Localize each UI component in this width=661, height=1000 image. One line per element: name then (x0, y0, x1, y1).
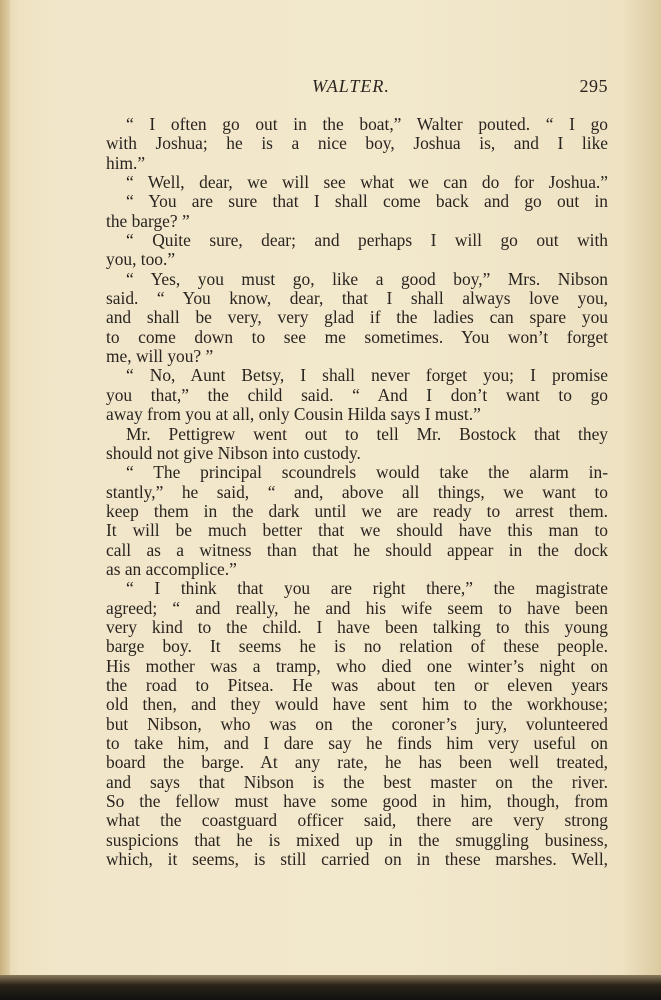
text-line: what the coastguard officer said, there are very strong (106, 811, 608, 831)
text-line: with Joshua; he is a nice boy, Joshua is, and I like (106, 134, 608, 154)
text-line: agreed; “ and really, he and his wife seem to have been (106, 598, 608, 618)
text-line: the barge? ” (106, 211, 190, 231)
body-text (106, 115, 608, 869)
text-line: “ Quite sure, dear; and perhaps I will go out with (126, 231, 608, 251)
text-line: “ I think that you are right there,” the magistrate (126, 579, 608, 599)
text-line: call as a witness than that he should appear in the dock (106, 540, 608, 560)
text-line: you that,” the child said. “ And I don’t want to go (106, 385, 608, 405)
text-line: the road to Pitsea. He was about ten or eleven years (106, 675, 608, 695)
text-line: as an accomplice.” (106, 559, 237, 579)
text-line: “ The principal scoundrels would take the alarm in- (126, 463, 608, 483)
text-line: old then, and they would have sent him to the workhouse; (106, 695, 608, 715)
page-gutter-edge (0, 0, 10, 1000)
text-line: me, will you? ” (106, 347, 214, 367)
text-line: and says that Nibson is the best master on the river. (106, 772, 608, 792)
page-number: 295 (579, 76, 608, 96)
text-line: “ Yes, you must go, like a good boy,” Mrs. Nibson (126, 269, 608, 289)
text-line: Mr. Pettigrew went out to tell Mr. Bostock that they (126, 424, 608, 444)
text-line: said. “ You know, dear, that I shall always love you, (106, 289, 608, 309)
text-line: away from you at all, only Cousin Hilda says I must.” (106, 405, 481, 425)
text-line: “ I often go out in the boat,” Walter pouted. “ I go (126, 115, 608, 134)
text-line: board the barge. At any rate, he has been well treated, (106, 753, 608, 773)
text-line: It will be much better that we should have this man to (106, 521, 608, 541)
text-line: to come down to see me sometimes. You won’t forget (106, 327, 608, 347)
text-line: which, it seems, is still carried on in these marshes. Well, (106, 850, 608, 870)
text-line: very kind to the child. I have been talking to this young (106, 617, 608, 637)
text-line: “ No, Aunt Betsy, I shall never forget you; I promise (126, 366, 608, 386)
text-line: barge boy. It seems he is no relation of these people. (106, 637, 608, 657)
text-line: him.” (106, 153, 146, 173)
scan-bottom-edge (0, 975, 661, 1000)
text-line: should not give Nibson into custody. (106, 443, 361, 463)
text-line: suspicions that he is mixed up in the smuggling business, (106, 830, 608, 850)
page-header (106, 76, 608, 100)
text-line: So the fellow must have some good in him, though, from (106, 792, 608, 812)
text-line: but Nibson, who was on the coroner’s jury, volunteered (106, 714, 608, 734)
text-line: stantly,” he said, “ and, above all things, we want to (106, 482, 608, 502)
text-line: keep them in the dark until we are ready to arrest them. (106, 501, 608, 521)
text-line: His mother was a tramp, who died one winter’s night on (106, 656, 608, 676)
running-title: WALTER. (312, 76, 390, 96)
text-line: you, too.” (106, 250, 176, 270)
text-line: to take him, and I dare say he finds him very useful on (106, 734, 608, 753)
text-line: “ Well, dear, we will see what we can do for Joshua.” (126, 173, 608, 193)
text-line: “ You are sure that I shall come back and go out in (126, 192, 608, 212)
text-line: and shall be very, very glad if the ladies can spare you (106, 308, 608, 328)
